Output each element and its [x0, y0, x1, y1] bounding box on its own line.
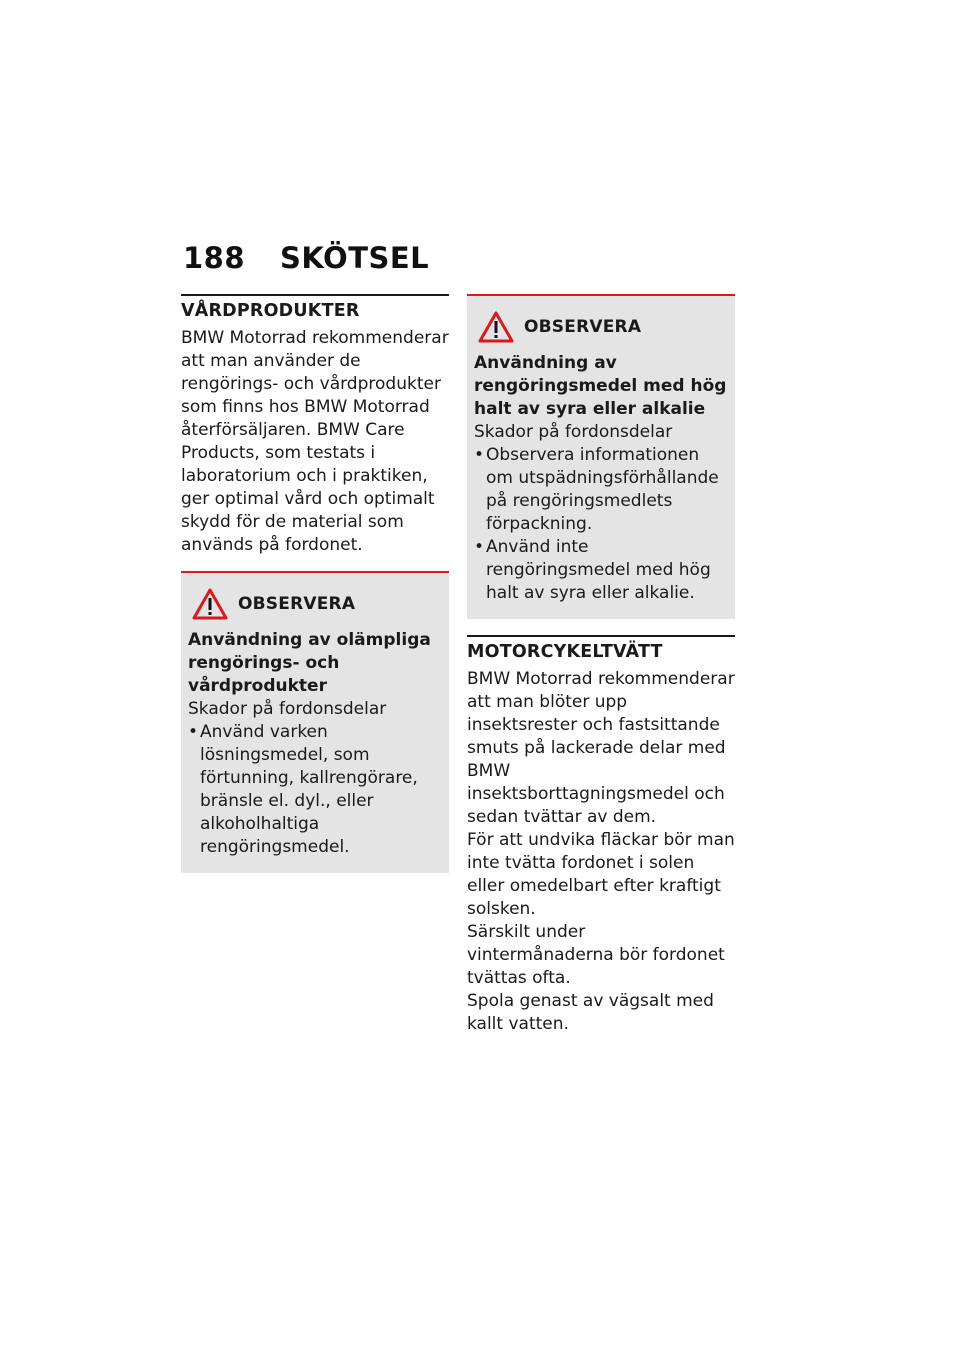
warning-header: [474, 310, 727, 344]
paragraph: För att undvika fläckar bör man inte tvätta fordonet i solen eller omedelbart efter kraftigt solsken.: [467, 830, 735, 919]
list-item: • Använd inte rengöringsmedel med hög halt av syra eller alkalie.: [474, 537, 711, 603]
paragraph: BMW Motorrad rekommenderar att man blöter upp insektsrester och fastsittande smuts på lackerade delar med BMW insektsborttagningsmedel och sedan tvättar av dem.: [467, 669, 735, 827]
warning-box-acid-alkali: [467, 294, 735, 619]
vardprodukter-paragraph: BMW Motorrad rekommenderar att man använder de rengörings- och vårdprodukter som finns hos BMW Motorrad återförsäljaren. BMW Care Products, som testats i laboratorium och i praktiken, ger optimal vård och optimalt skydd för de material som används på fordonet.: [181, 328, 449, 555]
left-column: [181, 294, 449, 873]
motorcykeltvatt-body: [467, 668, 735, 1036]
warning-title: Användning av rengöringsmedel med hög halt av syra eller alkalie: [474, 353, 727, 419]
warning-label: OBSERVERA: [238, 594, 356, 614]
warning-bullets: [188, 721, 441, 859]
warning-triangle-icon: [478, 311, 514, 343]
warning-consequence: Skador på fordonsdelar: [188, 699, 387, 719]
warning-consequence: Skador på fordonsdelar: [474, 422, 673, 442]
warning-triangle-icon: [192, 588, 228, 620]
paragraph: Spola genast av vägsalt med kallt vatten.: [467, 991, 714, 1034]
page-header: [183, 241, 429, 275]
page-title: SKÖTSEL: [280, 241, 430, 275]
warning-bullets: [474, 444, 727, 605]
right-column: [467, 294, 735, 1036]
vardprodukter-body: [181, 327, 449, 557]
warning-box-unsuitable-products: [181, 571, 449, 873]
paragraph: Särskilt under vintermånaderna bör fordonet tvättas ofta.: [467, 922, 725, 988]
list-item: • Observera informationen om utspädningsförhållande på rengöringsmedlets förpackning.: [474, 445, 719, 534]
section-title-vardprodukter: VÅRDPRODUKTER: [181, 294, 449, 323]
page-number: 188: [183, 241, 246, 275]
warning-header: [188, 587, 441, 621]
section-title-motorcykeltvatt: MOTORCYKELTVÄTT: [467, 635, 735, 664]
warning-title: Användning av olämpliga rengörings- och vårdprodukter: [188, 630, 431, 696]
list-item: • Använd varken lösningsmedel, som förtunning, kallrengörare, bränsle el. dyl., eller alkoholhaltiga rengöringsmedel.: [188, 722, 418, 857]
warning-label: OBSERVERA: [524, 317, 642, 337]
